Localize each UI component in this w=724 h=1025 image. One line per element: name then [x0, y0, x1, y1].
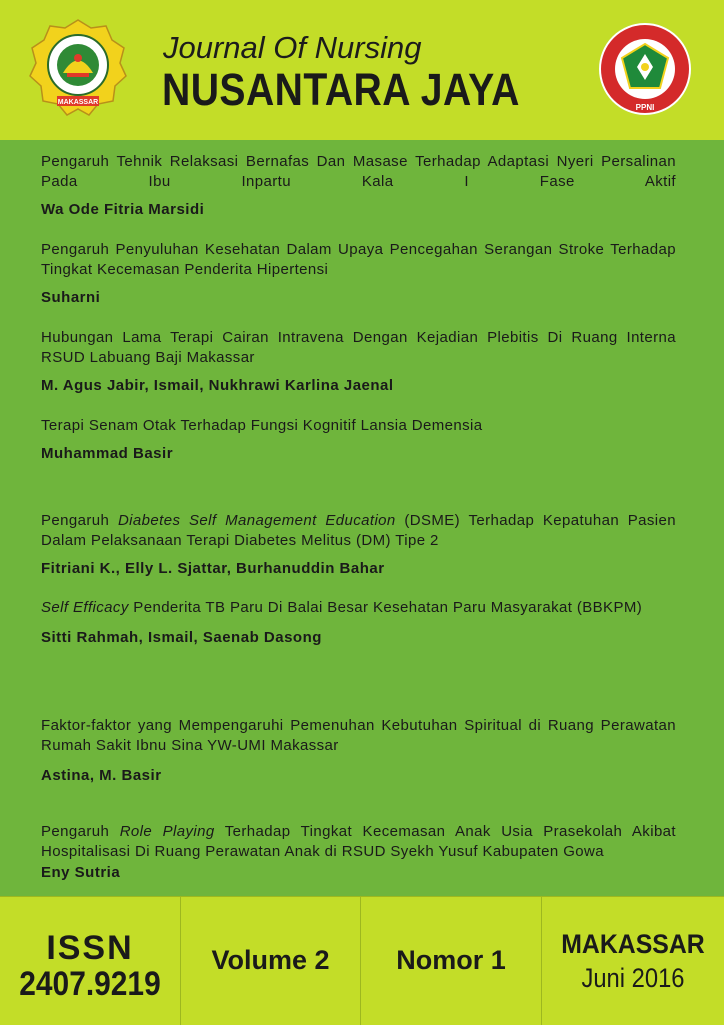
cover-header [0, 0, 724, 140]
article-authors: M. Agus Jabir, Ismail, Nukhrawi Karlina Jaenal [41, 377, 394, 394]
title-suffix: Terhadap Tingkat Kecemasan Anak Usia Prasekolah Akibat Hospitalisasi Di Ruang Perawatan Anak di RSUD Syekh Yusuf Kabupaten Gowa [41, 823, 676, 860]
article-title: Hubungan Lama Terapi Cairan Intravena Dengan Kejadian Plebitis Di Ruang Interna RSUD Labuang Baji Makassar [41, 329, 676, 366]
issue-number-label: Nomor 1 [396, 945, 506, 975]
logo-left-caption: MAKASSAR [57, 99, 99, 106]
article-authors: Eny Sutria [41, 864, 121, 881]
journal-title: NUSANTARA JAYA [162, 64, 520, 115]
volume-block [181, 897, 361, 1025]
article-title: Pengaruh Penyuluhan Kesehatan Dalam Upaya Pencegahan Serangan Stroke Terhadap Tingkat Kecemasan Penderita Hipertensi [41, 241, 676, 278]
city-label: MAKASSAR [561, 929, 705, 959]
article-title [41, 822, 676, 862]
title-suffix: Penderita TB Paru Di Balai Besar Kesehatan Paru Masyarakat (BBKPM) [128, 599, 643, 616]
article-authors: Astina, M. Basir [41, 767, 162, 784]
issn-number: 2407.9219 [19, 965, 161, 1003]
article-entry [41, 328, 676, 396]
article-title: Pengaruh Tehnik Relaksasi Bernafas Dan Masase Terhadap Adaptasi Nyeri Persalinan Pada Ibu Inpartu Kala I Fase Aktif [41, 153, 676, 190]
article-entry [41, 240, 676, 308]
title-italic: Role Playing [119, 823, 215, 840]
ppni-emblem-logo [598, 22, 692, 116]
title-suffix: (DSME) Terhadap Kepatuhan Pasien Dalam Pelaksanaan Terapi Diabetes Melitus (DM) Tipe 2 [41, 512, 676, 549]
article-entry [41, 716, 676, 786]
article-authors: Wa Ode Fitria Marsidi [41, 201, 205, 218]
title-prefix: Pengaruh [41, 823, 120, 840]
article-title [41, 598, 676, 618]
article-authors: Muhammad Basir [41, 445, 174, 462]
place-date-block [542, 897, 724, 1025]
issue-date: Juni 2016 [581, 963, 685, 993]
article-authors: Fitriani K., Elly L. Sjattar, Burhanuddin Bahar [41, 560, 385, 577]
article-title: Terapi Senam Otak Terhadap Fungsi Kognitif Lansia Demensia [41, 417, 483, 434]
article-title [41, 511, 676, 551]
article-entry [41, 511, 676, 579]
article-title: Faktor-faktor yang Mempengaruhi Pemenuhan Kebutuhan Spiritual di Ruang Perawatan Rumah Sakit Ibnu Sina YW-UMI Makassar [41, 717, 676, 754]
journal-subtitle: Journal Of Nursing [163, 30, 422, 65]
logo-right-caption: PPNI [635, 103, 655, 112]
cover-footer [0, 896, 724, 1025]
article-entry [41, 598, 676, 648]
article-entry [41, 416, 676, 464]
title-italic: Self Efficacy [41, 599, 129, 616]
school-emblem-logo [27, 18, 129, 118]
title-italic: Diabetes Self Management Education [117, 512, 396, 529]
volume-label: Volume 2 [211, 945, 330, 975]
article-entry [41, 152, 676, 220]
article-entry [41, 822, 676, 883]
title-prefix: Pengaruh [41, 512, 118, 529]
issn-label: ISSN [46, 929, 134, 967]
issn-block [0, 897, 181, 1025]
article-authors: Suharni [41, 289, 101, 306]
number-block [361, 897, 542, 1025]
article-authors: Sitti Rahmah, Ismail, Saenab Dasong [41, 629, 322, 646]
